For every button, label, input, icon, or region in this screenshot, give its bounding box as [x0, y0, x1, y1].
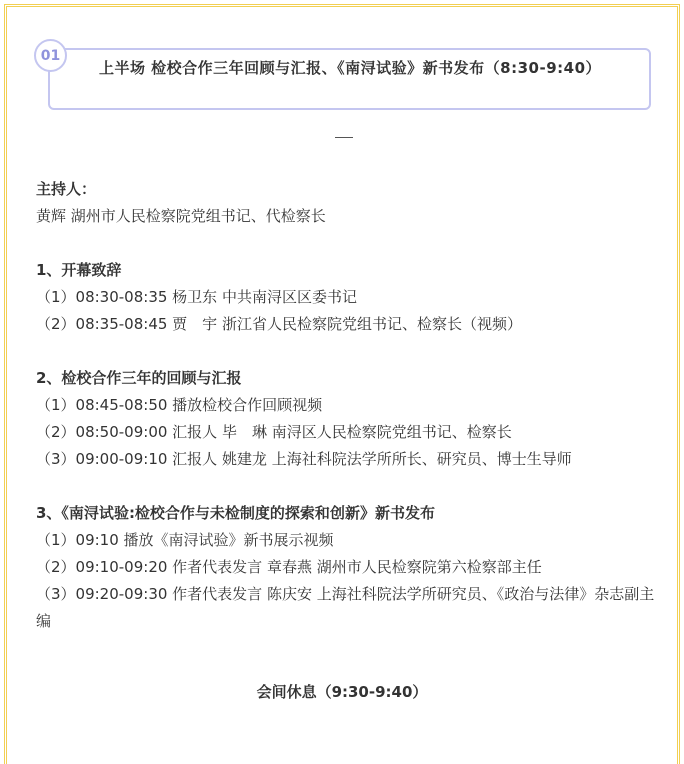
item-3-line: （2）09:10-09:20 作者代表发言 章春燕 湖州市人民检察院第六检察部主任 [36, 558, 542, 576]
item-2-line: （1）08:45-08:50 播放检校合作回顾视频 [36, 396, 323, 414]
item-1-line: （2）08:35-08:45 贾 宇 浙江省人民检察院党组书记、检察长（视频） [36, 315, 522, 333]
item-3-line: （3）09:20-09:30 作者代表发言 陈庆安 上海社科院法学所研究员、《政治与法律》杂志副主编 [36, 585, 655, 630]
host-info: 黄辉 湖州市人民检察院党组书记、代检察长 [36, 207, 326, 225]
divider [335, 137, 353, 138]
item-1-title: 1、开幕致辞 [36, 261, 122, 279]
item-3-title: 3、《南浔试验:检校合作与未检制度的探索和创新》新书发布 [36, 504, 435, 522]
section-number-badge: 01 [34, 39, 67, 72]
item-2-title: 2、检校合作三年的回顾与汇报 [36, 369, 242, 387]
section-title: 上半场 检校合作三年回顾与汇报、《南浔试验》新书发布（8:30-9:40） [98, 59, 602, 77]
item-2-line: （3）09:00-09:10 汇报人 姚建龙 上海社科院法学所所长、研究员、博士生导师 [36, 450, 572, 468]
item-1-line: （1）08:30-08:35 杨卫东 中共南浔区区委书记 [36, 288, 357, 306]
break-notice: 会间休息（9:30-9:40） [256, 683, 428, 701]
host-label: 主持人： [36, 180, 97, 198]
item-3-line: （1）09:10 播放《南浔试验》新书展示视频 [36, 531, 334, 549]
item-2-line: （2）08:50-09:00 汇报人 毕 琳 南浔区人民检察院党组书记、检察长 [36, 423, 512, 441]
agenda-content [36, 176, 656, 635]
